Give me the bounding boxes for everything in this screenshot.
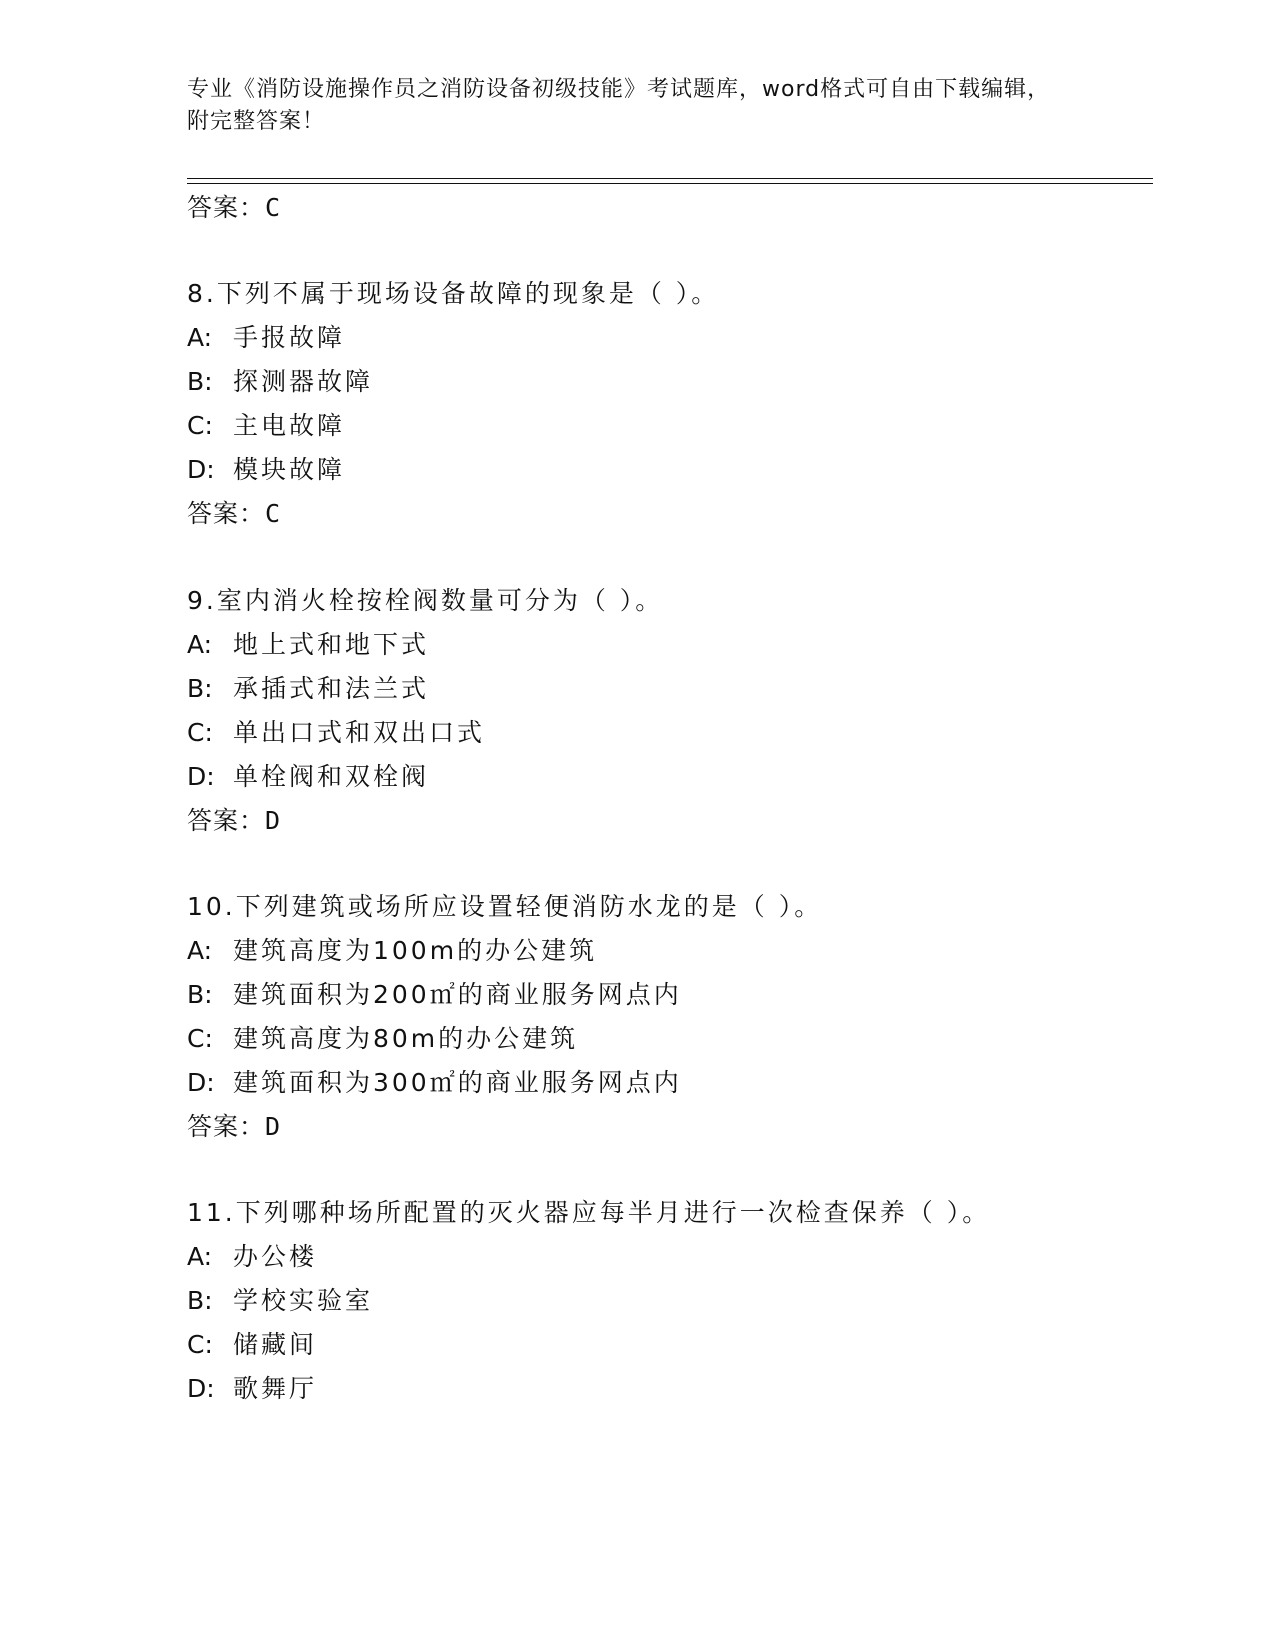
option-text: 办公楼: [233, 1242, 318, 1271]
option-text: 建筑面积为300㎡的商业服务网点内: [233, 1068, 682, 1097]
question-11-option-c: [187, 1330, 317, 1360]
question-8-option-b: [187, 367, 373, 397]
option-letter: B:: [187, 367, 213, 396]
question-10-stem: 10.下列建筑或场所应设置轻便消防水龙的是（ ）。: [187, 892, 823, 921]
option-letter: A:: [187, 630, 213, 659]
option-letter: C:: [187, 718, 213, 747]
option-text: 学校实验室: [233, 1286, 374, 1315]
question-8-option-c: [187, 411, 345, 441]
question-9-option-a: [187, 630, 429, 660]
question-11-stem: 11.下列哪种场所配置的灭火器应每半月进行一次检查保养（ ）。: [187, 1198, 991, 1227]
question-9-answer: 答案：D: [187, 806, 282, 835]
question-8-answer: 答案：C: [187, 499, 282, 528]
option-letter: B:: [187, 674, 213, 703]
question-10-option-c: [187, 1024, 578, 1054]
option-text: 建筑面积为200㎡的商业服务网点内: [233, 980, 682, 1009]
question-11-option-b: [187, 1286, 373, 1316]
option-letter: B:: [187, 980, 213, 1009]
question-9-option-b: [187, 674, 429, 704]
question-10-answer: 答案：D: [187, 1112, 282, 1141]
option-letter: B:: [187, 1286, 213, 1315]
option-letter: C:: [187, 1330, 213, 1359]
option-text: 手报故障: [233, 323, 346, 352]
option-letter: A:: [187, 1242, 213, 1271]
option-text: 建筑高度为100m的办公建筑: [233, 936, 598, 965]
option-text: 建筑高度为80m的办公建筑: [233, 1024, 579, 1053]
option-letter: D:: [187, 455, 215, 484]
question-11-option-d: [187, 1374, 317, 1404]
header-divider-bottom: [187, 183, 1153, 184]
option-text: 承插式和法兰式: [233, 674, 430, 703]
option-text: 歌舞厅: [233, 1374, 318, 1403]
previous-answer: 答案：C: [187, 193, 282, 222]
option-text: 地上式和地下式: [233, 630, 430, 659]
option-letter: C:: [187, 411, 213, 440]
option-letter: D:: [187, 1374, 215, 1403]
option-text: 单出口式和双出口式: [233, 718, 486, 747]
question-10-option-d: [187, 1068, 682, 1098]
question-8-stem: 8.下列不属于现场设备故障的现象是（ ）。: [187, 279, 720, 308]
option-text: 储藏间: [233, 1330, 318, 1359]
question-9-option-d: [187, 762, 429, 792]
question-10-option-a: [187, 936, 597, 966]
option-text: 主电故障: [233, 411, 346, 440]
question-8-option-a: [187, 323, 345, 353]
option-letter: D:: [187, 762, 215, 791]
question-8-option-d: [187, 455, 345, 485]
option-text: 模块故障: [233, 455, 346, 484]
option-letter: A:: [187, 323, 213, 352]
question-10-option-b: [187, 980, 682, 1010]
question-9-stem: 9.室内消火栓按栓阀数量可分为（ ）。: [187, 586, 664, 615]
option-letter: A:: [187, 936, 213, 965]
question-9-option-c: [187, 718, 485, 748]
question-11-option-a: [187, 1242, 317, 1272]
option-letter: C:: [187, 1024, 213, 1053]
header-divider-top: [187, 178, 1153, 179]
document-header: 专业《消防设施操作员之消防设备初级技能》考试题库，word格式可自由下载编辑，附完整答案！: [187, 77, 1051, 134]
option-text: 单栓阀和双栓阀: [233, 762, 430, 791]
option-text: 探测器故障: [233, 367, 374, 396]
option-letter: D:: [187, 1068, 215, 1097]
